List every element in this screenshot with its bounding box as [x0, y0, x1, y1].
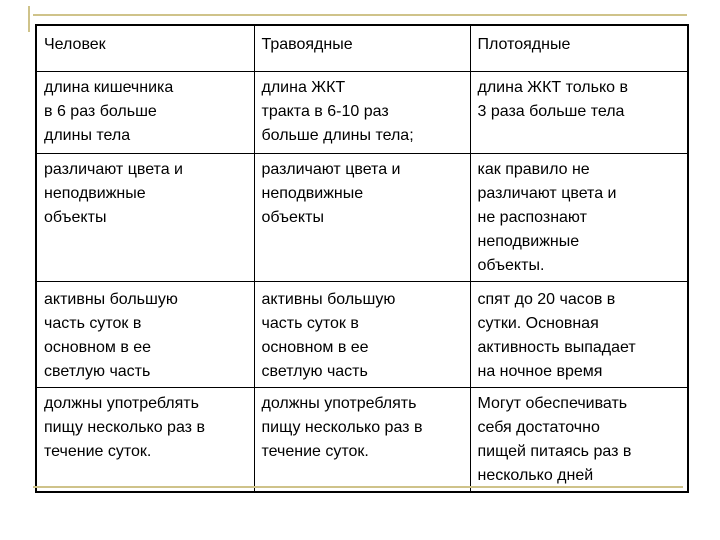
table-row	[36, 72, 688, 154]
cell-text: длина кишечника в 6 раз больше длины тела	[44, 79, 174, 144]
table-cell	[254, 154, 470, 282]
cell-text: длина ЖКТ только в 3 раза больше тела	[477, 79, 628, 120]
decorative-bottom-line	[33, 486, 683, 488]
table-row	[36, 388, 688, 493]
cell-text: различают цвета и неподвижные объекты	[261, 161, 401, 226]
table-cell	[254, 282, 470, 388]
table-row	[36, 282, 688, 388]
header-herbivores: Травоядные	[261, 36, 353, 53]
comparison-table	[35, 24, 689, 493]
table-cell	[36, 388, 254, 493]
table-cell	[36, 72, 254, 154]
cell-text: длина ЖКТ тракта в 6-10 раз больше длины тела;	[261, 79, 414, 144]
table-cell	[36, 282, 254, 388]
table-header-row	[36, 25, 688, 72]
cell-text: должны употреблять пищу несколько раз в течение суток.	[261, 395, 423, 460]
table-cell	[470, 282, 688, 388]
table-cell	[254, 72, 470, 154]
header-cell-carnivores	[470, 25, 688, 72]
cell-text: спят до 20 часов в сутки. Основная активность выпадает на ночное время	[477, 291, 636, 380]
table-cell	[470, 154, 688, 282]
cell-text: различают цвета и неподвижные объекты	[44, 161, 183, 226]
header-human: Человек	[44, 36, 106, 53]
cell-text: активны большую часть суток в основном в ее светлую часть	[44, 291, 178, 380]
header-cell-human	[36, 25, 254, 72]
table-cell	[254, 388, 470, 493]
cell-text: должны употреблять пищу несколько раз в течение суток.	[44, 395, 205, 460]
header-cell-herbivores	[254, 25, 470, 72]
header-carnivores: Плотоядные	[477, 36, 571, 53]
table-row	[36, 154, 688, 282]
table-cell	[470, 388, 688, 493]
cell-text: Могут обеспечивать себя достаточно пищей питаясь раз в несколько дней	[477, 395, 632, 484]
cell-text: как правило не различают цвета и не распознают неподвижные объекты.	[477, 161, 617, 274]
cell-text: активны большую часть суток в основном в ее светлую часть	[261, 291, 396, 380]
decorative-vertical-line	[28, 6, 30, 32]
table-cell	[470, 72, 688, 154]
table-cell	[36, 154, 254, 282]
decorative-top-line	[33, 14, 687, 16]
